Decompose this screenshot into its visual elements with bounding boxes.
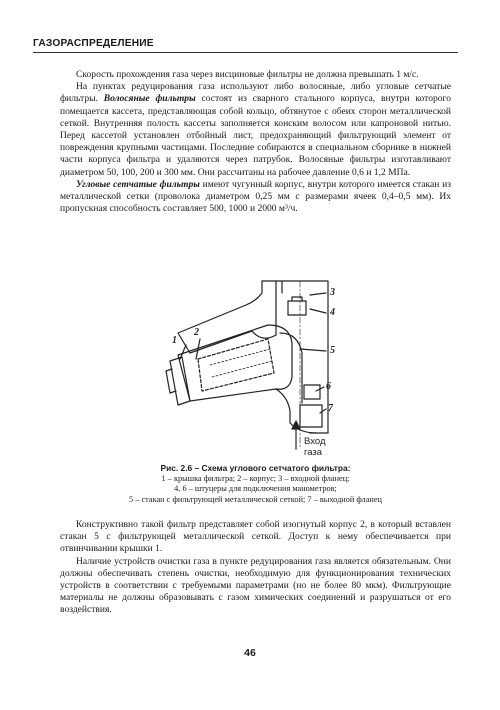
caption-title: Рис. 2.6 – Схема углового сетчатого фильтра:	[160, 463, 351, 473]
running-header: ГАЗОРАСПРЕДЕЛЕНИЕ	[33, 38, 154, 49]
gauge-fitting	[304, 385, 320, 399]
paragraph-text: имеют чугунный корпус, внутри которого имеется стакан из металлической сетки (проволока диаметром 0,25 мм с размерами ячеек 0,4–0,5 мм). Их пропускная способность составляет 500, 1000 и 2000 м³/ч.	[60, 178, 451, 215]
fig-label-5: 5	[330, 345, 335, 356]
page-number: 46	[244, 647, 256, 659]
term-hair-filters: Волосяные фильтры	[103, 93, 196, 105]
filter-diagram-svg	[150, 273, 370, 463]
fig-label-2: 2	[194, 327, 199, 338]
filter-diagram	[150, 273, 370, 463]
figure-caption	[60, 463, 451, 505]
paragraph: Наличие устройств очистки газа в пункте редуцирования газа является обязательным. Они должны обеспечивать степень очистки, необходимую для функционирования технических устройств в соответствии с требуемыми параметрами (но не более 80 мкм). Фильтрующие материалы не должны образовывать с газом химических соединений и разрушаться от его воздействия.	[60, 555, 451, 616]
paragraph	[60, 81, 451, 179]
fig-label-6: 6	[326, 381, 331, 392]
text-block-top	[60, 69, 451, 215]
paragraph-text: состоят из сварного стального корпуса, внутри которого помещается кассета, представляющая собой кольцо, обтянутое с обеих сторон металлической сеткой. Внутренняя полость кассеты заполняется конским волосом или капроновой нитью. Перед кассетой установлен отбойный лист, предохраняющий фильтрующий элемент от повреждения крупными частицами. Последние собираются в специальном сборнике в нижней части корпуса фильтра и удаляются через патрубок. Волосяные фильтры изготавливают диаметром 50, 100, 200 и 300 мм. Они рассчитаны на рабочее давление 0,6 и 1,2 МПа.	[60, 93, 451, 178]
paragraph: Конструктивно такой фильтр представляет собой изогнутый корпус 2, в который вставлен стакан 5 с фильтрующей металлической сеткой. Доступ к нему обеспечивается при отвинчивании крышки 1.	[60, 519, 451, 555]
filter-cup	[198, 339, 274, 391]
gas-inlet-label-line2: газа	[304, 447, 323, 458]
filter-body	[178, 281, 276, 353]
header-rule	[33, 52, 458, 53]
caption-line: 5 – стакан с фильтрующей металлической сеткой; 7 – выходной фланец	[129, 494, 382, 504]
fig-label-4: 4	[330, 307, 335, 318]
gas-inlet-label-line1: Вход	[304, 436, 326, 447]
fig-label-3: 3	[330, 287, 335, 298]
fig-label-7: 7	[328, 403, 333, 414]
fig-label-1: 1	[172, 335, 177, 346]
caption-line: 1 – крышка фильтра; 2 – корпус; 3 – входной фланец;	[161, 473, 350, 483]
term-angle-mesh-filters: Угловые сетчатые фильтры	[76, 178, 200, 190]
outlet-flange	[300, 405, 322, 427]
paragraph: Скорость прохождения газа через висциновые фильтры не должна превышать 1 м/с.	[76, 69, 419, 80]
text-block-bottom	[60, 519, 451, 617]
caption-line: 4, 6 – штуцеры для подключения манометров;	[174, 484, 337, 494]
paragraph-text: На пунктах редуцирования газа используют либо волосяные, либо угловые сетчатые фильтры.	[60, 81, 451, 105]
inlet-flange	[288, 301, 306, 315]
paragraph	[60, 179, 451, 216]
